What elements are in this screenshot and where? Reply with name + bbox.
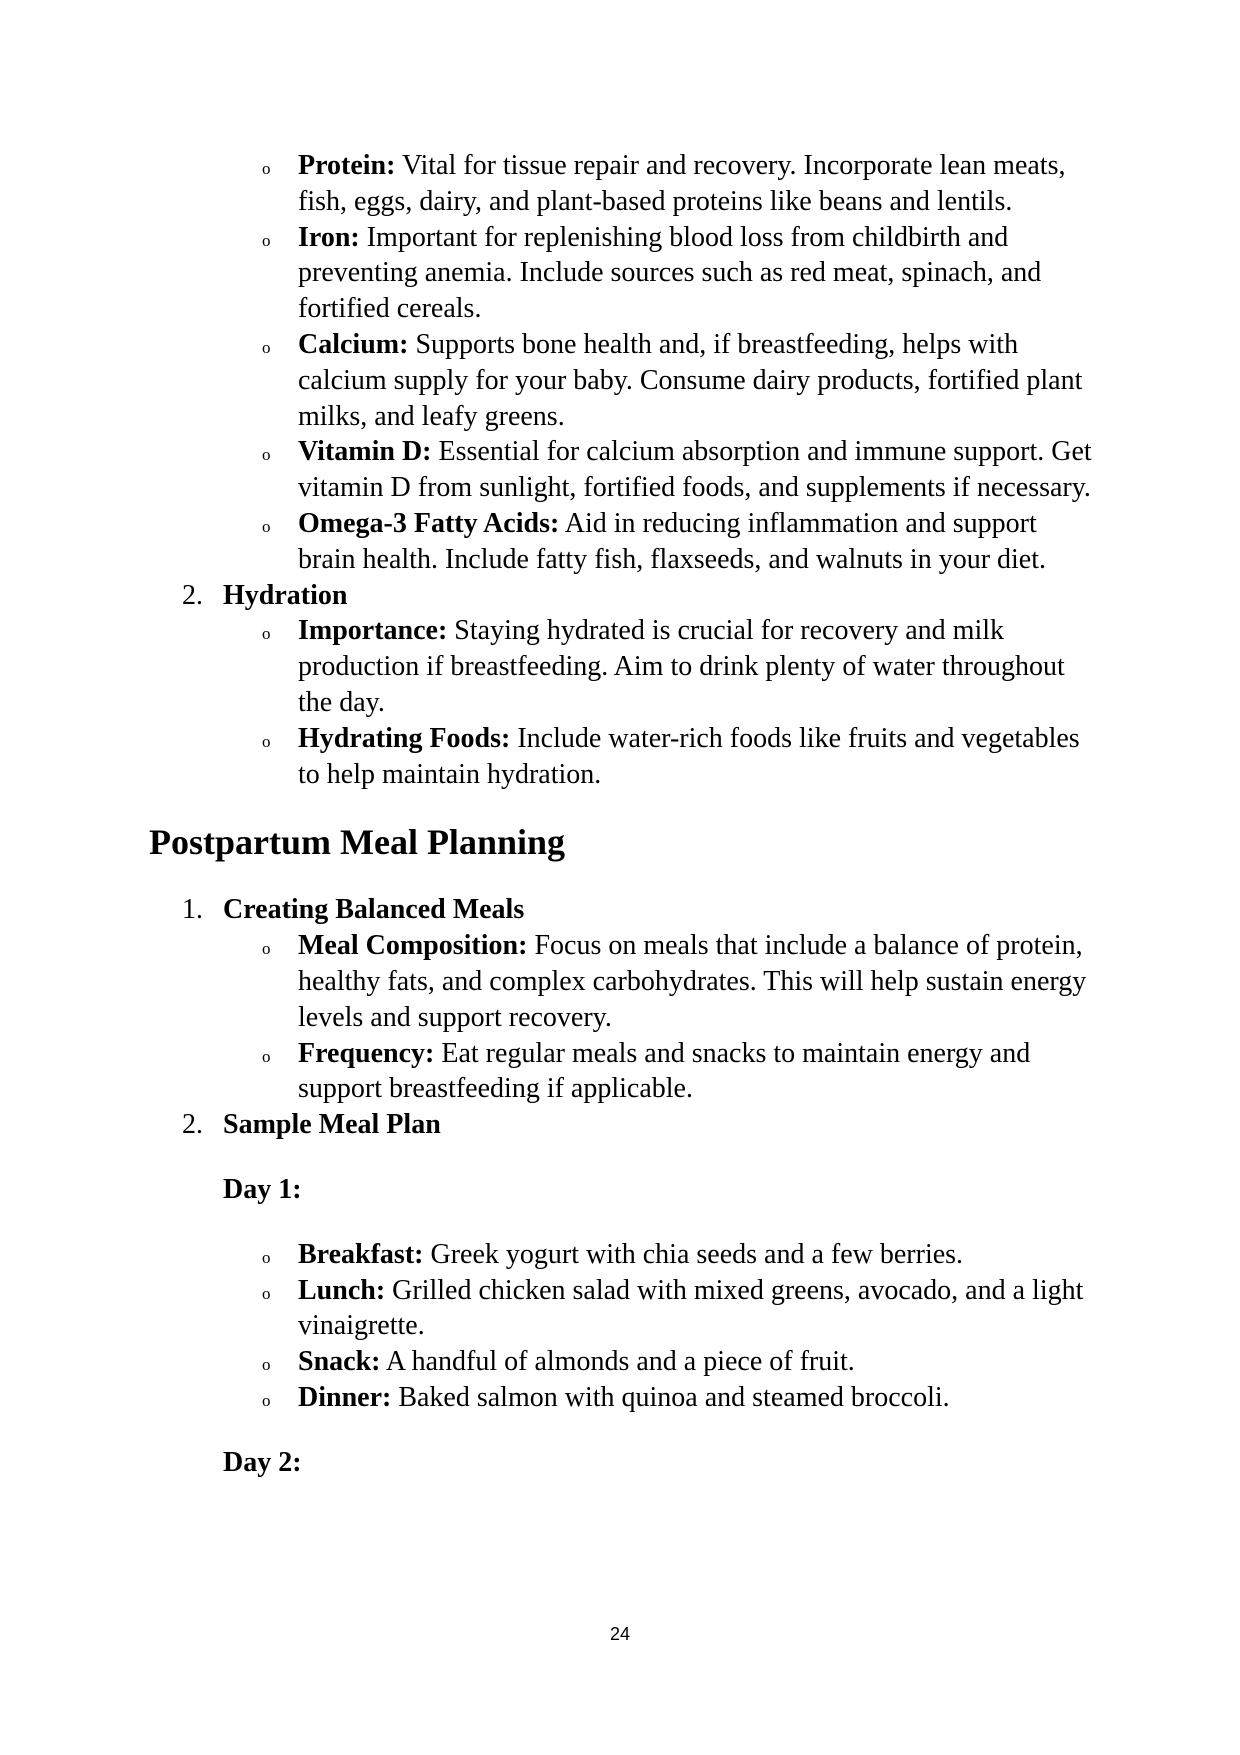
list-item-balanced-meals xyxy=(0,892,1240,928)
bullet-item xyxy=(0,1237,1098,1273)
bullet-icon: o xyxy=(262,230,271,250)
list-item-sample-meal-plan xyxy=(0,1107,1240,1143)
item-text: Staying hydrated is crucial for recovery and milk production if breastfeeding. Aim to drink plenty of water throughout the day. xyxy=(298,615,1065,718)
document-page xyxy=(0,148,1240,1481)
list-number: 2. xyxy=(182,579,203,611)
list-heading: Sample Meal Plan xyxy=(223,1109,441,1141)
item-label: Protein: xyxy=(298,150,396,181)
item-text: A handful of almonds and a piece of fruit. xyxy=(380,1346,855,1378)
bullet-item xyxy=(0,220,1098,327)
bullet-item xyxy=(0,506,1098,578)
bullet-icon: o xyxy=(262,1390,271,1410)
section-heading: Postpartum Meal Planning xyxy=(149,822,566,863)
item-text: Include water-rich foods like fruits and vegetables to help maintain hydration. xyxy=(298,722,1080,790)
item-label: Calcium: xyxy=(298,328,409,360)
item-text: Aid in reducing inflammation and support brain health. Include fatty fish, flaxseeds, and walnuts in your diet. xyxy=(298,507,1047,575)
bullet-icon: o xyxy=(262,159,271,178)
bullet-item xyxy=(0,1380,1098,1416)
day-1-heading: Day 1: xyxy=(223,1173,302,1205)
bullet-icon: o xyxy=(262,337,271,357)
item-label: Frequency: xyxy=(298,1037,435,1069)
list-heading: Hydration xyxy=(223,579,348,611)
item-text: Greek yogurt with chia seeds and a few berries. xyxy=(423,1238,964,1270)
item-text: Important for replenishing blood loss from childbirth and preventing anemia. Include sources such as red meat, spinach, and fortified cereals. xyxy=(298,221,1042,325)
bullet-item xyxy=(0,1273,1098,1345)
item-text: Supports bone health and, if breastfeeding, helps with calcium supply for your baby. Consume dairy products, fortified plant milks, and leafy greens. xyxy=(298,328,1083,432)
bullet-item xyxy=(0,928,1098,1035)
item-label: Dinner: xyxy=(298,1381,392,1413)
bullet-icon: o xyxy=(262,731,271,751)
item-label: Snack: xyxy=(298,1346,381,1378)
bullet-item xyxy=(0,613,1098,720)
bullet-item xyxy=(0,721,1098,793)
item-label: Breakfast: xyxy=(298,1238,424,1270)
bullet-item xyxy=(0,1036,1098,1108)
item-label: Importance: xyxy=(298,615,448,647)
item-text: Focus on meals that include a balance of protein, healthy fats, and complex carbohydrates. This will help sustain energy levels and support recovery. xyxy=(298,930,1087,1033)
bullet-icon: o xyxy=(262,1283,271,1303)
item-label: Omega-3 Fatty Acids: xyxy=(298,507,560,539)
bullet-item xyxy=(0,434,1098,506)
item-text: Vital for tissue repair and recovery. Incorporate lean meats, fish, eggs, dairy, and plant-based proteins like beans and lentils. xyxy=(298,150,1066,217)
bullet-icon: o xyxy=(262,1355,271,1375)
bullet-icon: o xyxy=(262,445,271,465)
item-text: Grilled chicken salad with mixed greens, avocado, and a light vinaigrette. xyxy=(298,1274,1084,1342)
list-heading: Creating Balanced Meals xyxy=(223,894,525,926)
item-text: Essential for calcium absorption and immune support. Get vitamin D from sunlight, fortified foods, and supplements if necessary. xyxy=(298,436,1092,504)
bullet-icon: o xyxy=(262,1247,271,1267)
bullet-item xyxy=(0,148,1098,220)
day-2-heading: Day 2: xyxy=(223,1446,302,1478)
bullet-icon: o xyxy=(262,624,271,644)
page-number: 24 xyxy=(609,1624,631,1644)
item-label: Lunch: xyxy=(298,1274,386,1306)
item-label: Meal Composition: xyxy=(298,930,528,962)
list-number: 1. xyxy=(182,894,203,926)
item-text: Eat regular meals and snacks to maintain energy and support breastfeeding if applicable. xyxy=(298,1037,1031,1105)
item-label: Hydrating Foods: xyxy=(298,722,511,754)
list-number: 2. xyxy=(182,1109,203,1141)
bullet-icon: o xyxy=(262,939,271,959)
bullet-item xyxy=(0,327,1098,434)
bullet-item xyxy=(0,1344,1098,1380)
bullet-icon: o xyxy=(262,516,271,536)
bullet-icon: o xyxy=(262,1046,271,1066)
list-item-hydration xyxy=(0,578,1240,614)
item-label: Iron: xyxy=(298,221,360,253)
item-label: Vitamin D: xyxy=(298,436,432,468)
item-text: Baked salmon with quinoa and steamed broccoli. xyxy=(391,1381,950,1413)
